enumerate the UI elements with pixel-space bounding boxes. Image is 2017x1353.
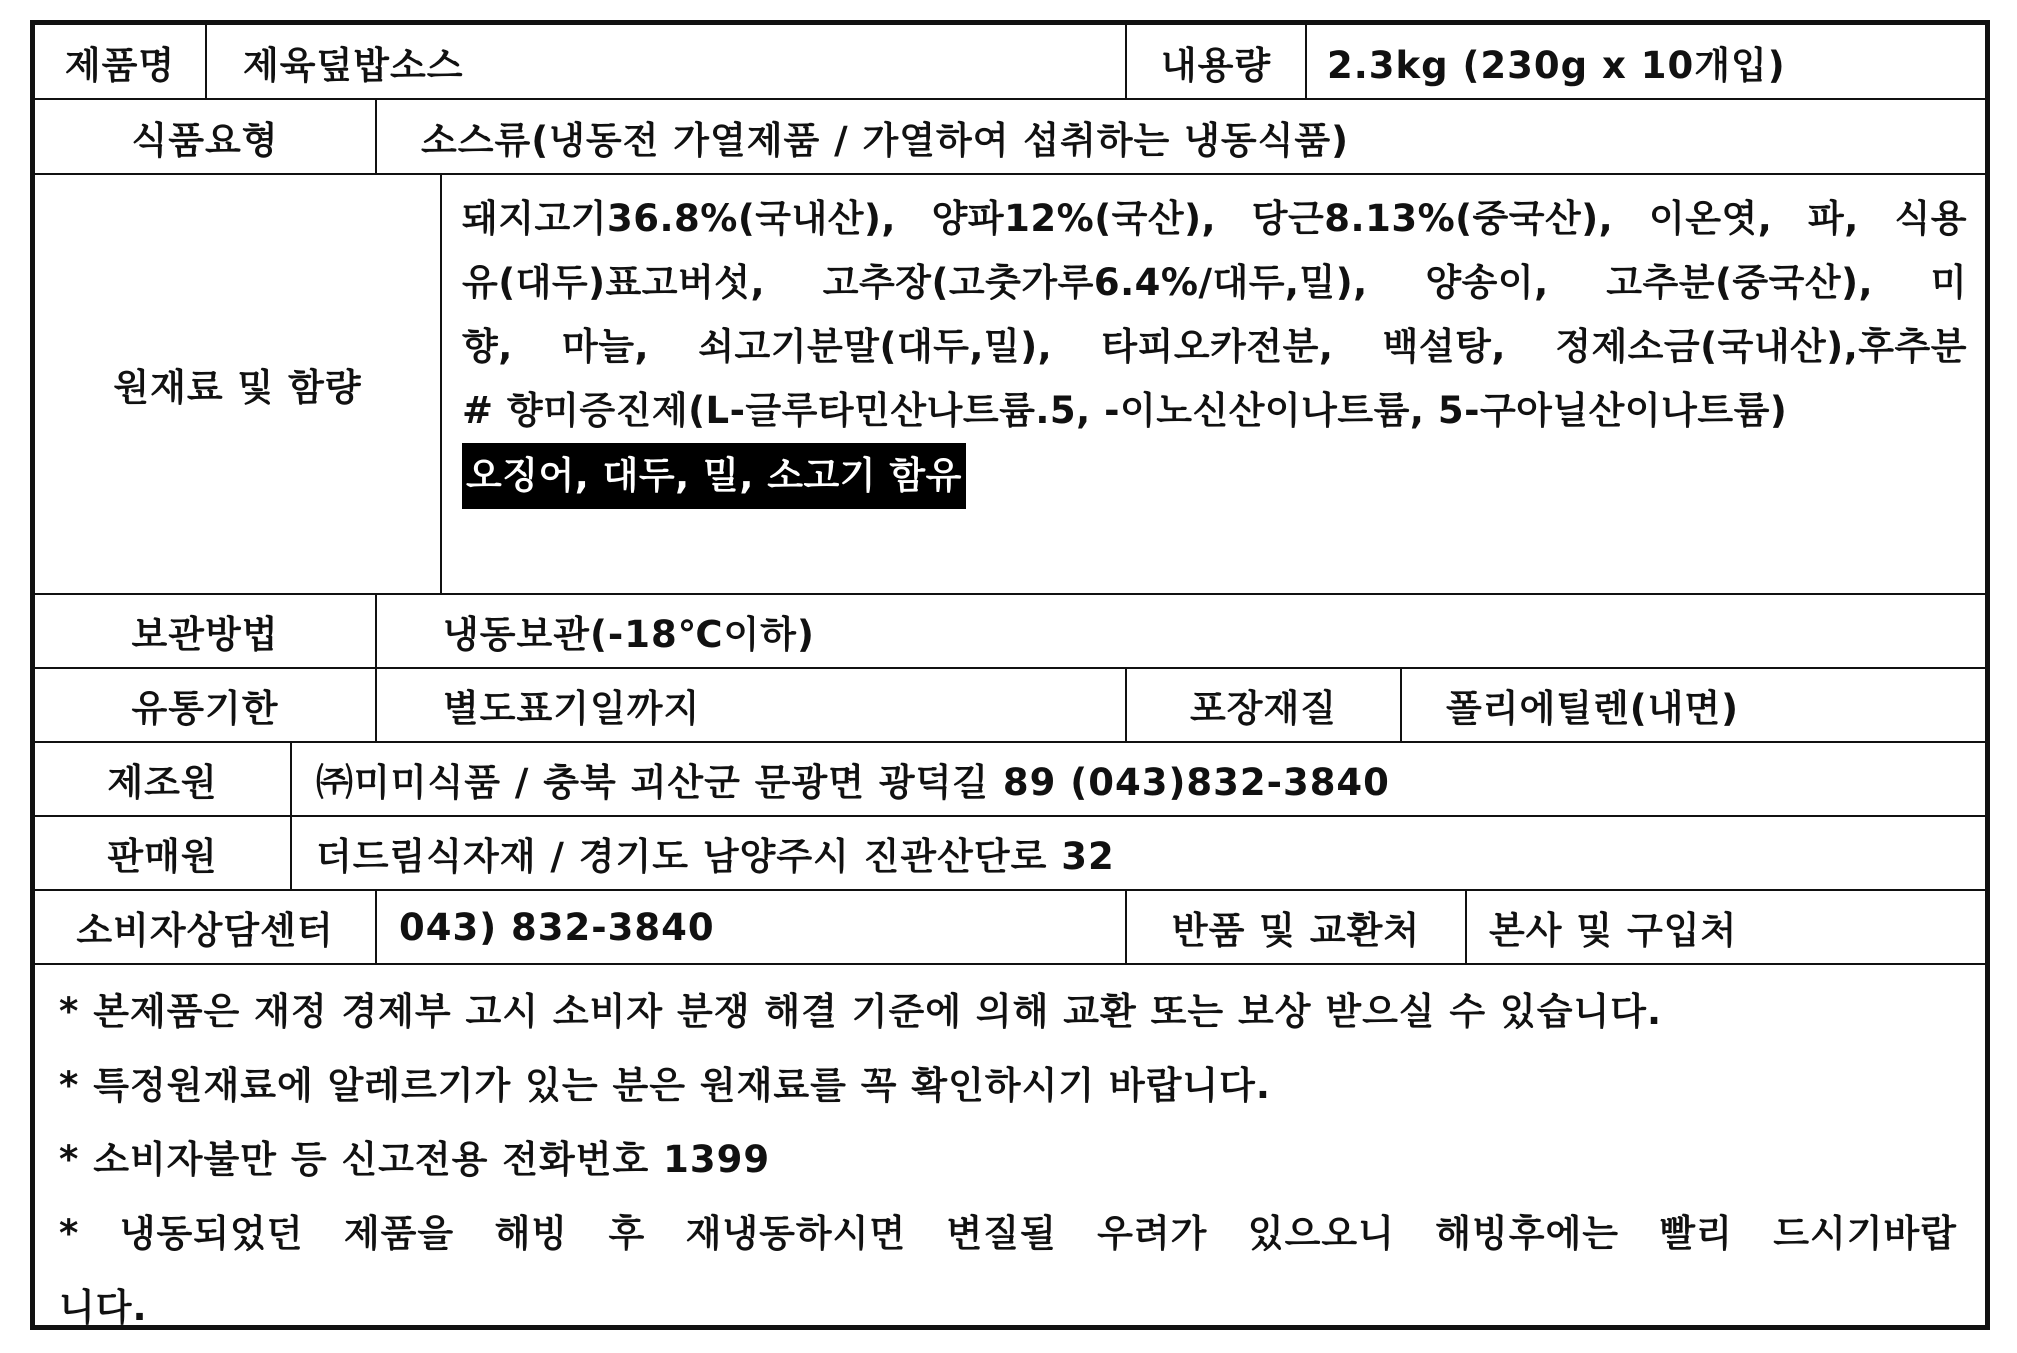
net-content-label: 내용량 xyxy=(1125,25,1305,98)
notice-line: 니다. xyxy=(59,1286,148,1329)
returns-value: 본사 및 구입처 xyxy=(1465,891,1985,963)
notice-line: * 본제품은 재정 경제부 고시 소비자 분쟁 해결 기준에 의해 교환 또는 보상 받으실 수 있습니다. xyxy=(59,990,1663,1033)
seller-value: 더드림식자재 / 경기도 남양주시 진관산단로 32 xyxy=(290,817,1985,889)
expiry-value: 별도표기일까지 xyxy=(375,669,1125,741)
expiry-label: 유통기한 xyxy=(131,687,279,730)
row-expiry xyxy=(35,669,1985,743)
ingredients-line: # 향미증진제(L-글루타민산나트륨.5, -이노신산이나트륨, 5-구아닐산이나트륨) xyxy=(462,389,1788,432)
consumer-center-value: 043) 832-3840 xyxy=(375,891,1125,963)
product-name-value: 제육덮밥소스 xyxy=(205,25,1125,98)
packaging-value: 폴리에틸렌(내면) xyxy=(1400,669,1985,741)
row-food-type xyxy=(35,100,1985,175)
ingredients-line: 돼지고기36.8%(국내산), 양파12%(국산), 당근8.13%(중국산), 이온엿, 파, 식용 xyxy=(462,197,1967,240)
storage-label: 보관방법 xyxy=(131,613,279,656)
row-manufacturer xyxy=(35,743,1985,817)
row-product-name xyxy=(35,25,1985,100)
row-ingredients xyxy=(35,175,1985,595)
returns-label: 반품 및 교환처 xyxy=(1125,891,1465,963)
ingredients-line: 유(대두)표고버섯, 고추장(고춧가루6.4%/대두,밀), 양송이, 고추분(중국산), 미 xyxy=(462,261,1967,304)
row-consumer-center xyxy=(35,891,1985,965)
storage-value: 냉동보관(-18℃이하) xyxy=(375,595,1985,667)
row-seller xyxy=(35,817,1985,891)
seller-label: 판매원 xyxy=(107,835,218,878)
allergen-notice: 오징어, 대두, 밀, 소고기 함유 xyxy=(462,443,966,509)
manufacturer-label: 제조원 xyxy=(107,761,218,804)
notice-line: * 냉동되었던 제품을 해빙 후 재냉동하시면 변질될 우려가 있으오니 해빙후에는 빨리 드시기바랍 xyxy=(59,1212,1957,1255)
ingredients-label: 원재료 및 함량 xyxy=(113,366,362,409)
product-name-label: 제품명 xyxy=(64,43,176,87)
notice-line: * 소비자불만 등 신고전용 전화번호 1399 xyxy=(59,1138,771,1181)
ingredients-value xyxy=(440,175,1985,593)
net-content-value: 2.3kg (230g x 10개입) xyxy=(1305,25,1985,98)
food-type-label: 식품요형 xyxy=(131,118,279,162)
notices-section xyxy=(35,965,1985,1329)
notice-line: * 특정원재료에 알레르기가 있는 분은 원재료를 꼭 확인하시기 바랍니다. xyxy=(59,1064,1271,1107)
manufacturer-value: ㈜미미식품 / 충북 괴산군 문광면 광덕길 89 (043)832-3840 xyxy=(290,743,1985,815)
food-type-value: 소스류(냉동전 가열제품 / 가열하여 섭취하는 냉동식품) xyxy=(375,100,1985,173)
ingredients-line: 향, 마늘, 쇠고기분말(대두,밀), 타피오카전분, 백설탕, 정제소금(국내산),후추분 xyxy=(462,325,1967,368)
consumer-center-label: 소비자상담센터 xyxy=(76,909,334,952)
food-label-table xyxy=(30,20,1990,1330)
row-storage xyxy=(35,595,1985,669)
packaging-label: 포장재질 xyxy=(1125,669,1400,741)
